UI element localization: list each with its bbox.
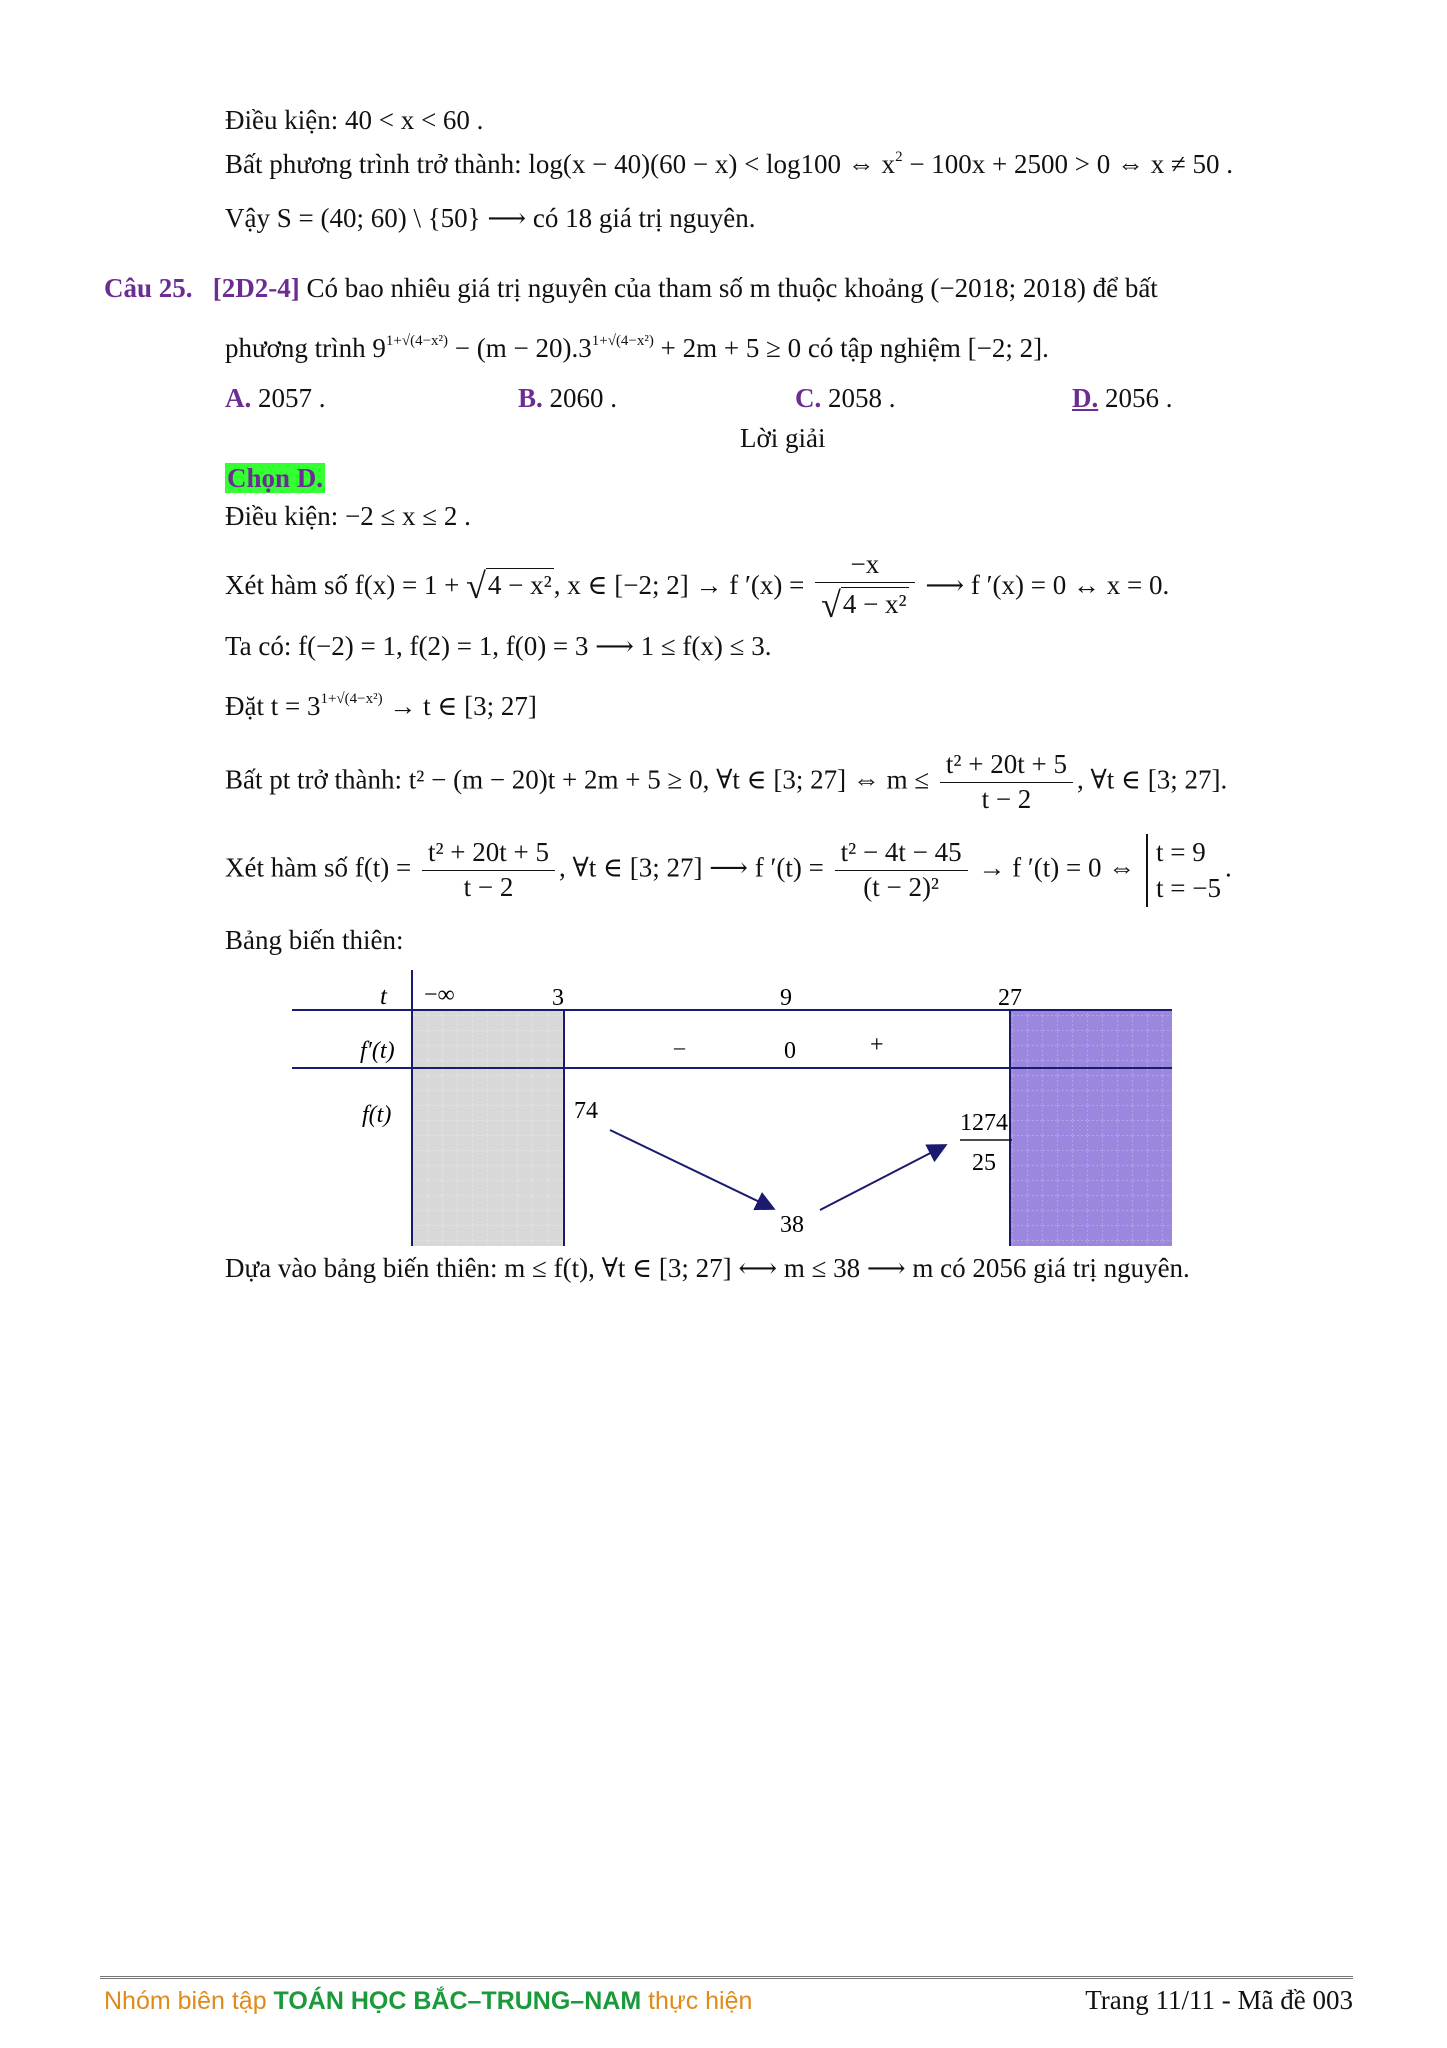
f-value-end-num: 1274 — [960, 1110, 1008, 1136]
ft-part: → f ′(t) = 0 ⇔ — [978, 852, 1136, 883]
transformed-inequality — [225, 748, 1227, 817]
fp-plus: + — [870, 1032, 884, 1058]
option-a-text: 2057 . — [258, 383, 326, 413]
q-part: − (m − 20).3 — [448, 333, 592, 363]
question-line — [104, 272, 1158, 304]
ft-fraction — [422, 836, 555, 905]
ft-part: Xét hàm số f(t) = — [225, 852, 412, 883]
shaded-left-region — [412, 1010, 564, 1246]
t-value-9: 9 — [780, 985, 792, 1011]
row-fp-label: f′(t) — [360, 1038, 395, 1064]
conclusion-line: Dựa vào bảng biến thiên: m ≤ f(t), ∀t ∈ [3; 27] ⟷ m ≤ 38 ⟶ m có 2056 giá trị nguyên. — [225, 1253, 1190, 1283]
option-a-label: A. — [225, 383, 252, 413]
q-part: phương trình 9 — [225, 333, 386, 363]
t-value-neg-inf: −∞ — [424, 982, 455, 1008]
option-b-label: B. — [518, 383, 543, 413]
radicand: 4 − x² — [487, 570, 552, 601]
sub-part: Đặt t = 3 — [225, 691, 321, 721]
solution-title: Lời giải — [740, 423, 826, 453]
question-text: Có bao nhiêu giá trị nguyên của tham số m thuộc khoảng (−2018; 2018) để bất — [306, 273, 1158, 303]
exponent: 1+√(4−x²) — [320, 691, 383, 707]
solution-set-line: Vậy S = (40; 60) \ {50} ⟶ có 18 giá trị nguyên. — [225, 203, 756, 233]
fraction-den: t − 2 — [981, 783, 1032, 814]
fraction-num: t² − 4t − 45 — [835, 836, 968, 871]
question-tag: [2D2-4] — [212, 273, 300, 303]
question-label: Câu 25. — [104, 273, 193, 303]
f-value-38: 38 — [780, 1212, 804, 1238]
option-a[interactable] — [225, 382, 326, 414]
fraction-num: t² + 20t + 5 — [422, 836, 555, 871]
question-text-line2 — [225, 332, 1049, 364]
increasing-arrow — [820, 1146, 944, 1210]
function-t-line — [225, 834, 1232, 907]
chosen-highlight: Chọn D. — [227, 463, 324, 493]
sub-part: → t ∈ [3; 27] — [382, 691, 537, 721]
fx-part: , x ∈ [−2; 2] → f ′(x) = — [553, 570, 805, 601]
condition-line: Điều kiện: 40 < x < 60 . — [225, 105, 484, 135]
inequality-line — [225, 148, 1233, 180]
fx-part: ⟶ f ′(x) = 0 ↔ x = 0. — [925, 570, 1170, 601]
footer-group — [104, 1987, 752, 2016]
ft-derivative-fraction — [835, 836, 968, 905]
exponent: 1+√(4−x²) — [385, 333, 449, 349]
footer-text: thực hiện — [641, 1987, 753, 2015]
footer-rule — [100, 1976, 1353, 1979]
fx-part: Xét hàm số f(x) = 1 + — [225, 570, 467, 601]
superscript: 2 — [895, 149, 903, 165]
t-value-27: 27 — [998, 985, 1022, 1011]
f-value-74: 74 — [574, 1098, 598, 1124]
inequality-fraction — [940, 748, 1073, 817]
row-f-label: f(t) — [362, 1102, 392, 1128]
fraction-den: 4 − x² — [841, 587, 909, 622]
variation-table-svg — [292, 970, 1172, 1250]
variation-table — [292, 970, 1172, 1255]
ft-part: . — [1224, 852, 1232, 883]
fp-zero: 0 — [784, 1038, 796, 1064]
fraction-den: (t − 2)² — [863, 871, 940, 902]
option-d-text: 2056 . — [1105, 383, 1173, 413]
fraction-num: −x — [815, 548, 915, 583]
roots-bracket — [1146, 834, 1221, 907]
domain-line: Điều kiện: −2 ≤ x ≤ 2 . — [225, 501, 471, 531]
page-number: Trang 11/11 - Mã đề 003 — [1085, 1985, 1353, 2015]
sqrt-icon: √ — [821, 584, 841, 625]
option-d-label: D. — [1072, 383, 1099, 413]
row-t-label: t — [380, 983, 387, 1010]
derivative-fraction — [815, 548, 915, 628]
function-x-line — [225, 548, 1169, 628]
footer-group-name: TOÁN HỌC BẮC–TRUNG–NAM — [273, 1987, 642, 2015]
fraction-den: t − 2 — [463, 871, 514, 902]
decreasing-arrow — [610, 1130, 772, 1208]
inequality-part: − 100x + 2500 > 0 ⇔ x ≠ 50 . — [902, 149, 1234, 179]
option-c-text: 2058 . — [828, 383, 896, 413]
t-value-3: 3 — [552, 985, 564, 1011]
q-part: + 2m + 5 ≥ 0 có tập nghiệm [−2; 2]. — [653, 333, 1049, 363]
option-b[interactable] — [518, 382, 617, 414]
root-1: t = 9 — [1156, 837, 1206, 867]
values-line: Ta có: f(−2) = 1, f(2) = 1, f(0) = 3 ⟶ 1 ≤ f(x) ≤ 3. — [225, 631, 772, 661]
bat-part: Bất pt trở thành: t² − (m − 20)t + 2m + 5 ≥ 0, ∀t ∈ [3; 27] ⇔ m ≤ — [225, 764, 930, 795]
shaded-right-region — [1010, 1010, 1172, 1246]
fp-minus: – — [674, 1034, 685, 1059]
fraction-num: t² + 20t + 5 — [940, 748, 1073, 783]
option-c[interactable] — [795, 382, 896, 414]
exponent: 1+√(4−x²) — [591, 333, 654, 349]
ft-part: , ∀t ∈ [3; 27] ⟶ f ′(t) = — [559, 852, 824, 883]
chosen-answer — [225, 462, 325, 494]
option-d[interactable] — [1072, 382, 1173, 414]
option-b-text: 2060 . — [549, 383, 618, 413]
bat-part: , ∀t ∈ [3; 27]. — [1076, 764, 1228, 795]
f-value-end-den: 25 — [972, 1150, 996, 1176]
variation-table-title: Bảng biến thiên: — [225, 925, 404, 955]
footer-text: Nhóm biên tập — [104, 1987, 274, 2015]
inequality-part: Bất phương trình trở thành: log(x − 40)(60 − x) < log100 ⇔ x — [225, 149, 896, 179]
substitution-line — [225, 690, 537, 722]
option-c-label: C. — [795, 383, 822, 413]
sqrt-icon: √ — [466, 566, 486, 607]
root-2: t = −5 — [1156, 873, 1221, 904]
